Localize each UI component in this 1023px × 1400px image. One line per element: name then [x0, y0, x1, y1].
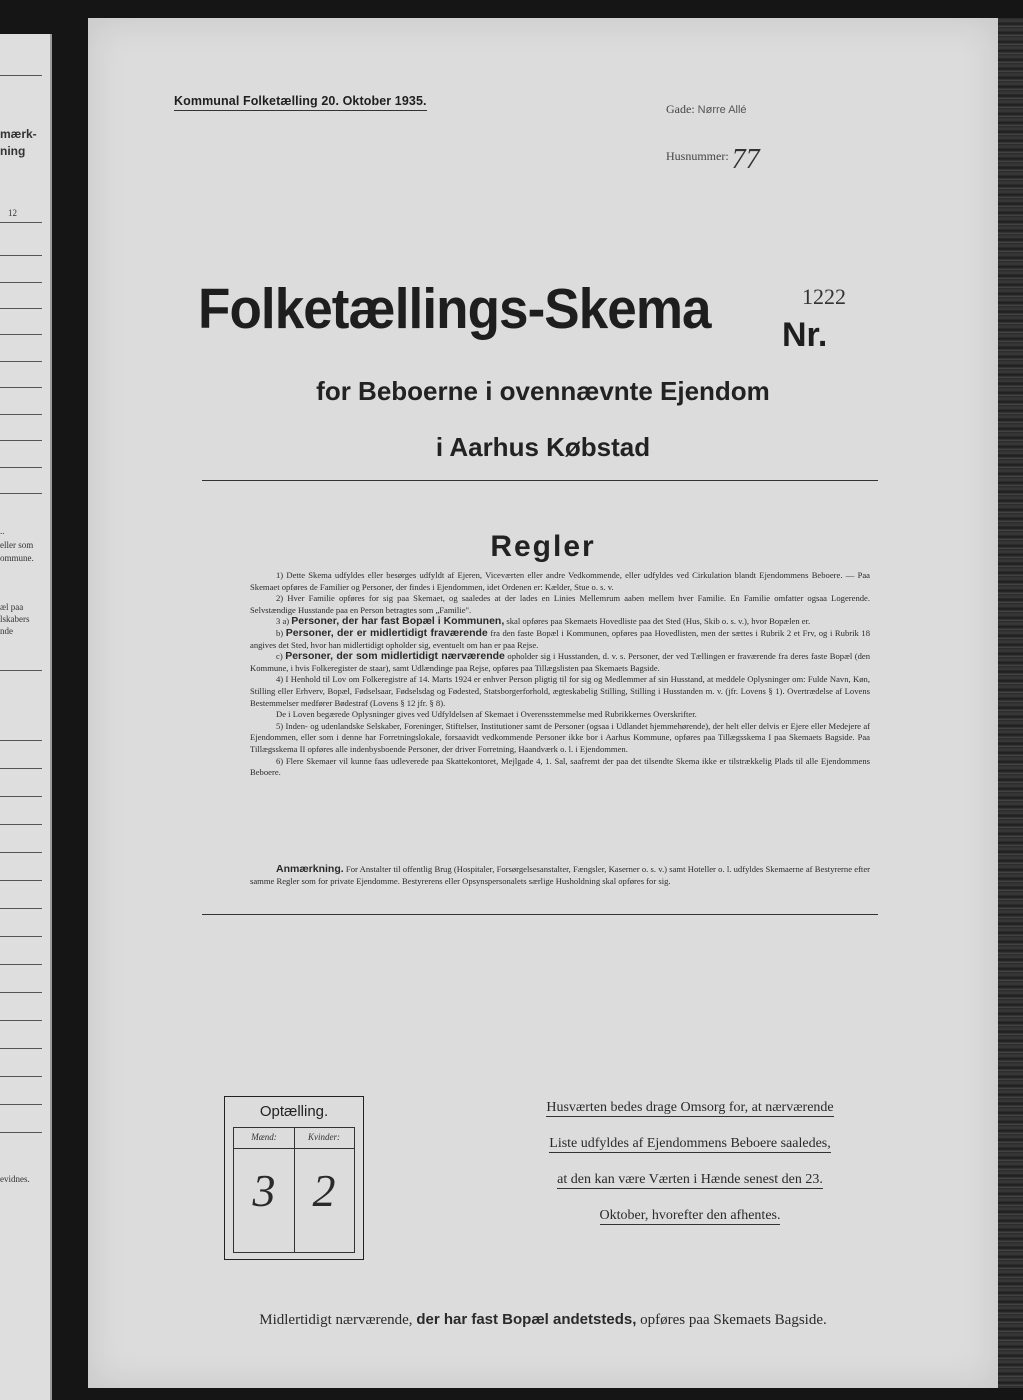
- rules-heading: Regler: [490, 530, 596, 563]
- rule-5: 5) Inden- og udenlandske Selskaber, Foreninger, Stiftelser, Institutioner samt de Personer (ogsaa i Udlandet hjemmehørende), der helt eller delvis er Ejere eller Medejere af Ejendommen, eller som i denne har Forretningslokale, forsaavidt vedkommende Personer ikke bor i Aarhus Kommune, opføres paa Tillægsskema I paa Skemaets Bagside. Paa Tillægsskema II opføres alle indenbysboende Personer, der driver Forretning, Haandværk o. l. i Ejendommen.: [250, 720, 870, 754]
- census-form-page: [88, 18, 998, 1388]
- rule-6: 6) Flere Skemaer vil kunne faas udleverede paa Skattekontoret, Mejlgade 4, 1. Sal, saafremt der paa det tilsendte Skema ikke er tilstrækkelig Plads til alle Ejendommens Beboere.: [250, 755, 870, 778]
- form-subtitle-1: for Beboerne i ovennævnte Ejendom: [316, 376, 770, 406]
- street-label: Gade:: [666, 102, 695, 116]
- left-page-rule: [0, 1020, 42, 1021]
- women-count: 2: [312, 1165, 336, 1216]
- left-page-rule: [0, 493, 42, 494]
- divider-rule: [202, 480, 878, 481]
- count-title: Optælling.: [259, 1103, 329, 1120]
- note-paragraph: [250, 864, 870, 887]
- host-notice-line: [522, 1172, 858, 1208]
- house-number-value: 77: [731, 144, 760, 175]
- host-notice-line-2: Liste udfyldes af Ejendommens Beboere saaledes,: [549, 1136, 831, 1151]
- left-page-rule: [0, 796, 42, 797]
- left-page-text: mærk-: [0, 127, 37, 141]
- men-count: 3: [252, 1165, 276, 1216]
- rule-4b: De i Loven begærede Oplysninger gives ved Udfyldelsen af Skemaet i Overensstemmelse med Rubrikkernes Overskrifter.: [276, 709, 697, 720]
- left-page-rule: [0, 936, 42, 937]
- rule-3c-num: c): [276, 651, 283, 662]
- left-page-rule: [0, 222, 42, 223]
- rule-3b-rest: fra den faste Bopæl i Kommunen, opføres paa Hovedlisten, men der sættes i Rubrik 2 et Frv, og i Rubrik 18 angives det Sted, hvor han midlertidigt opholder sig, eventuelt om han er paa Rejse.: [250, 627, 870, 650]
- left-page-rule: [0, 1048, 42, 1049]
- host-notice-line-3: at den kan være Værten i Hænde senest den 23.: [557, 1172, 823, 1187]
- left-page-rule: [0, 852, 42, 853]
- left-page-rule: [0, 1132, 42, 1133]
- rule-3b: [250, 628, 870, 651]
- left-page-text: eller som: [0, 540, 34, 550]
- host-notice-line: [522, 1136, 858, 1172]
- census-header: Kommunal Folketælling 20. Oktober 1935.: [174, 94, 427, 111]
- rules-text: [250, 570, 870, 779]
- count-header-rule: [234, 1148, 354, 1149]
- left-page-rule: [0, 334, 42, 335]
- rule-1: 1) Dette Skema udfyldes eller besørges udfyldt af Ejeren, Viceværten eller andre Vedkommende, eller udfyldes ved Cirkulation blandt Ejendommens Beboere. — Paa Skemaet opføres de Familier og Personer, der findes i Ejendommen, idet Ordenen er: Kælder, Stue o. s. v.: [250, 570, 870, 592]
- footer-note: [88, 1311, 998, 1329]
- left-page-text: ning: [0, 144, 26, 158]
- footer-post: opføres paa Skemaets Bagside.: [640, 1312, 827, 1328]
- rule-3c: [250, 651, 870, 674]
- host-notice-line: [522, 1100, 858, 1136]
- left-page-rule: [0, 1076, 42, 1077]
- note-label: Anmærkning.: [276, 863, 344, 875]
- left-page-edge: [0, 34, 52, 1400]
- left-page-rule: [0, 880, 42, 881]
- left-page-rule: [0, 992, 42, 993]
- left-page-rule: [0, 387, 42, 388]
- host-notice-line-4: Oktober, hvorefter den afhentes.: [599, 1208, 781, 1223]
- form-nr-label: Nr.: [782, 316, 828, 354]
- rule-3b-bold: Personer, der er midlertidigt fraværende: [285, 626, 488, 639]
- left-page-text: evidnes.: [0, 1174, 30, 1184]
- left-page-rule: [0, 1104, 42, 1105]
- house-number-label: Husnummer:: [666, 149, 729, 163]
- rule-3a-bold: Personer, der har fast Bopæl i Kommunen,: [291, 615, 505, 628]
- left-page-rule: [0, 255, 42, 256]
- count-box: [224, 1096, 364, 1260]
- rule-3a-rest: skal opføres paa Skemaets Hovedliste paa det Sted (Hus, Skib o. s. v.), hvor Bopælen er.: [506, 616, 811, 627]
- rule-3c-bold: Personer, der som midlertidigt nærværende: [285, 650, 505, 663]
- footer-pre: Midlertidigt nærværende,: [259, 1312, 413, 1328]
- book-binding: [998, 18, 1023, 1388]
- host-notice-line: [522, 1208, 858, 1244]
- left-page-rule: [0, 670, 42, 671]
- left-page-text: 12: [8, 208, 17, 218]
- left-page-rule: [0, 467, 42, 468]
- women-label: Kvinder:: [308, 1132, 340, 1142]
- men-label: Mænd:: [251, 1132, 277, 1142]
- rule-3a-num: 3 a): [276, 616, 290, 627]
- rule-2: 2) Hver Familie opføres for sig paa Skemaet, og saaledes at der lades en Linies Mellemrum aaben mellem hver Familie. En Familie omfatter ogsaa Logerende. Selvstændige Husstande paa en Person betragtes som „Familie".: [250, 593, 870, 615]
- form-title: Folketællings-Skema: [198, 277, 711, 341]
- left-page-rule: [0, 308, 42, 309]
- left-page-rule: [0, 824, 42, 825]
- street-value: Nørre Allé: [697, 104, 747, 116]
- left-page-text: æl paa: [0, 602, 24, 612]
- house-number-field: [666, 136, 760, 175]
- left-page-rule: [0, 768, 42, 769]
- divider-rule: [202, 914, 878, 915]
- rule-3b-num: b): [276, 627, 284, 638]
- left-page-rule: [0, 908, 42, 909]
- footer-bold: der har fast Bopæl andetsteds,: [416, 1311, 637, 1328]
- form-number: 1222: [802, 284, 846, 309]
- left-page-rule: [0, 440, 42, 441]
- rule-3c-rest: opholder sig i Husstanden, d. v. s. Personer, der ved Tællingen er fraværende fra deres faste Bopæl (den Kommune, i hvis Folkeregister de staar), samt Udlændinge paa Rejse, opføres paa Tillægslisten paa Skemaets Bagside.: [250, 651, 870, 673]
- note-text: For Anstalter til offentlig Brug (Hospitaler, Forsørgelsesanstalter, Fængsler, Kaserner o. s. v.) samt Hoteller o. l. udfyldes Skemaerne af Bestyrerne efter samme Regler som for private Ejendomme. Bestyrerens eller Opsynspersonalets særlige Husholdning skal opføres for sig.: [250, 864, 870, 886]
- left-page-rule: [0, 361, 42, 362]
- left-page-rule: [0, 414, 42, 415]
- left-page-rule: [0, 740, 42, 741]
- host-notice: [522, 1100, 858, 1244]
- left-page-rule: [0, 282, 42, 283]
- street-field: [666, 102, 747, 117]
- left-page-rule: [0, 964, 42, 965]
- left-page-text: ..: [0, 526, 5, 536]
- left-page-text: lskabers: [0, 614, 30, 624]
- rule-4: 4) I Henhold til Lov om Folkeregistre af 14. Marts 1924 er enhver Person pligtig til for sig og Medlemmer af sin Husstand, at meddele Oplysninger om: Fulde Navn, Køn, Stilling eller Erhverv, Bopæl, Fødselsaar, Fødselsdag og Fødested, Statsborgerforhold, ægteskabelig Stilling, Stilling i Husstanden m. v. (jfr. Lovens § 1). Overtrædelse af Lovens Bestemmelser medfører Bødestraf (Lovens § 12 jfr. § 8).: [250, 674, 870, 708]
- left-page-rule: [0, 75, 42, 76]
- host-notice-line-1: Husværten bedes drage Omsorg for, at nærværende: [546, 1100, 834, 1115]
- left-page-text: nde: [0, 626, 13, 636]
- left-page-text: ommune.: [0, 553, 34, 563]
- count-table: [233, 1127, 355, 1253]
- form-subtitle-2: i Aarhus Købstad: [435, 432, 651, 462]
